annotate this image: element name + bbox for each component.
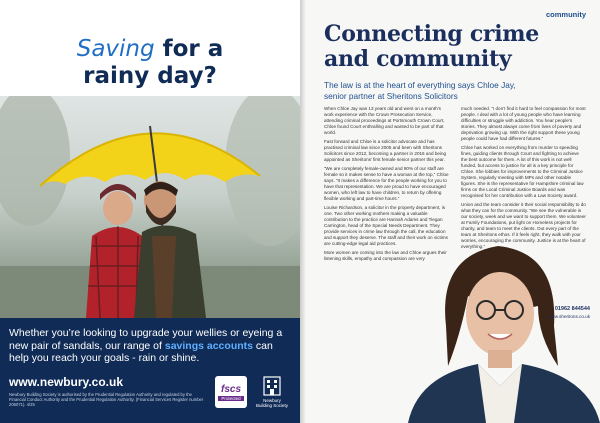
headline-rest: for a [154,36,224,62]
section-tag: community [545,10,586,19]
headline-line-2: rainy day? [83,63,217,89]
fscs-protected-label: Protected [218,396,243,401]
paragraph: Union and the team consider it their social responsibility to do what they can for the community. “We see the vulnerable in our society, week and we want to support them. We volunteer at Family Foundations, put light on Homeless projects for charity, and team to meet the clients. Out every part of the team at Sheritons ethos. If it feels right, they walk with your worries, encouraging the community. Justice is at the heart of everything.” [461,202,586,249]
paragraph: “We are completely female-owned and 90% of our staff are female so it makes sense to have a woman at the top,” Chloe says. “It makes a difference for the people working for you to have that representation. We are proud to have encouraged women, who left law to have children, to return by offering flexible working and part-time hours.” [324,166,449,201]
advert-body-text [9,327,291,365]
title-line-2: and community [324,46,512,72]
advert-legal-text: Newbury Building Society is authorised by the Prudential Regulation Authority and regulated by the Financial Conduct Authority and the Prudential Regulation Authority. (Financial Services Register number 206071). 4/25 [9,392,204,408]
advert-headline [0,36,300,90]
society-name-2: Building Society [255,403,289,408]
fscs-label: fscs [220,383,241,395]
fscs-logo [215,376,247,408]
society-name [256,398,288,408]
photo-illustration [0,96,300,318]
paragraph: Chloe has worked on everything from murder to speeding fines, guiding clients through Court and fighting to achieve the best outcome for them. A lot of this work is not well funded, but access to justice for all is a key principle for Chloe. She lobbies for improvements to the Criminal Justice System, regularly meeting with MPs and other notable figures. She is the representative for Hampshire criminal law firms on the Local Criminal Justice Boards and was recognised for her contribution with a Law Society award. [461,145,584,198]
community-article-page [300,0,600,423]
paragraph: More women are coming into the law and Chloe argues their listening skills, empathy and compassion are very [324,250,447,261]
body-part-2: can help you reach your goals - rain or shine. [9,339,273,364]
building-icon [263,376,281,396]
savings-accounts-highlight: savings accounts [164,339,253,352]
couple-umbrella-photo [0,96,300,318]
paragraph: When Chloe Jay was 13 years old and went on a month’s work experience with the Crown Prosecution Service, attending criminal proceedings at Portsmouth Crown Court, Chloe found Court enthralling and wanted to be part of that world. [324,106,445,135]
paragraph: much needed. “I don’t find it hard to feel compassion for most people. I deal with a lot of young people who have learning difficulties or struggle with addiction. You hear people’s stories. They almost always come from lives of poverty and deprivation growing up. With the right support these young people could have had different futures.” [461,106,586,141]
article-standfirst: The law is at the heart of everything says Chloe Jay, senior partner at Sheritons Solicitors [324,80,516,101]
contact-phone[interactable]: 01962 844544 [554,306,590,312]
society-name-1: Newbury [263,398,281,403]
article-title [324,22,594,72]
newbury-website-link[interactable]: www.newbury.co.uk [9,375,124,389]
title-line-1: Connecting crime [324,21,539,47]
advert-info-panel [0,318,300,423]
paragraph: Louise Richardson, a solicitor in the property department, is one. Two other working mothers making a valuable contribution to the practice are Hannah Adams and Tiegan Carrington, head of the Special Needs Department. They provide services in crime law through the call, the education and support they deserve. The staff and their work on victims are cutting-edge legal aid practices. [324,205,448,246]
paragraph: Fast forward and Chloe is a solicitor advocate and has practised criminal law since 2005 and been with Sheritons Solicitors since 2012, becoming a partner in 2016 and being appointed as Sheritons’ first female senior partner this year. [324,139,447,162]
contact-details [510,305,590,320]
newbury-building-society-logo [254,376,290,416]
headline-italic: Saving [76,36,155,62]
body-part-1: Whether you’re looking to upgrade your wellies or eyeing a new pair of sandals, our range of [9,327,283,352]
contact-website[interactable]: www.sheritons.co.uk [548,314,590,319]
